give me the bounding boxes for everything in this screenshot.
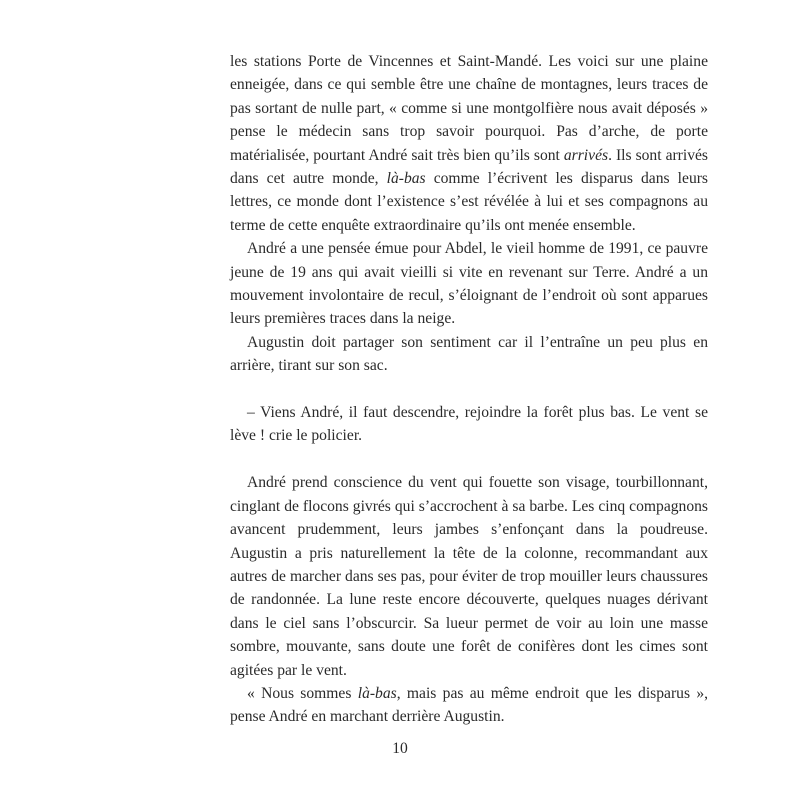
paragraph	[230, 237, 708, 331]
text-run: André a une pensée émue pour Abdel, le vieil homme de 1991, ce pauvre jeune de 19 ans qui avait vieilli si vite en revenant sur Terre. André a un mouvement involontaire de recul, s’éloignant de l’endroit où sont apparues leurs premières traces dans la neige.	[230, 240, 708, 328]
text-run: , mais pas au même endroit que les disparus », pense André en marchant derrière Augustin.	[230, 684, 709, 726]
text-run: comme l’écrivent les disparus dans leurs lettres, ce monde dont l’existence s’est révélée à lui et ses compagnons au terme de cette enquête extraordinaire qu’ils ont menée ensemble.	[230, 170, 708, 234]
text-run: . Ils sont arrivés dans cet autre monde,	[230, 146, 708, 188]
paragraph	[230, 401, 708, 448]
text-run: – Viens André, il faut descendre, rejoindre la forêt plus bas. Le vent se lève ! crie le policier.	[230, 404, 708, 445]
text-run: Augustin doit partager son sentiment car il l’entraîne un peu plus en arrière, tirant sur son sac.	[230, 333, 708, 375]
paragraph-spacer	[230, 378, 708, 401]
paragraph	[230, 331, 708, 378]
text-run: André prend conscience du vent qui fouette son visage, tourbillonnant, cinglant de flocons givrés qui s’accrochent à sa barbe. Les cinq compagnons avancent prudemment, leurs jambes s’enfonçant dans la poudreuse. Augustin a pris naturellement la tête de la colonne, recommandant aux autres de marcher dans ses pas, pour éviter de trop mouiller leurs chaussures de randonnée. La lune reste encore découverte, quelques nuages dérivant dans le ciel sans l’obscurcir. Sa lueur permet de voir au loin une masse sombre, mouvante, sans doute une forêt de conifères dont les cimes sont agitées par le vent.	[230, 474, 708, 679]
paragraph	[230, 682, 708, 729]
paragraph	[230, 50, 708, 237]
page-number: 10	[392, 740, 408, 757]
paragraph	[230, 471, 708, 682]
italic-text: là-bas	[357, 684, 397, 702]
paragraph-spacer	[230, 448, 708, 471]
italic-text: là-bas	[386, 170, 426, 188]
body-text	[230, 50, 708, 729]
italic-text: arrivés	[563, 146, 609, 164]
text-run: « Nous sommes	[247, 684, 358, 702]
text-run: les stations Porte de Vincennes et Saint-Mandé. Les voici sur une plaine enneigée, dans ce qui semble être une chaîne de montagnes, leurs traces de pas sortant de nulle part, « comme si une montgolfière nous avait déposés » pense le médecin sans trop savoir pourquoi. Pas d’arche, de porte matérialisée, pourtant André sait très bien qu’ils sont	[230, 53, 708, 164]
